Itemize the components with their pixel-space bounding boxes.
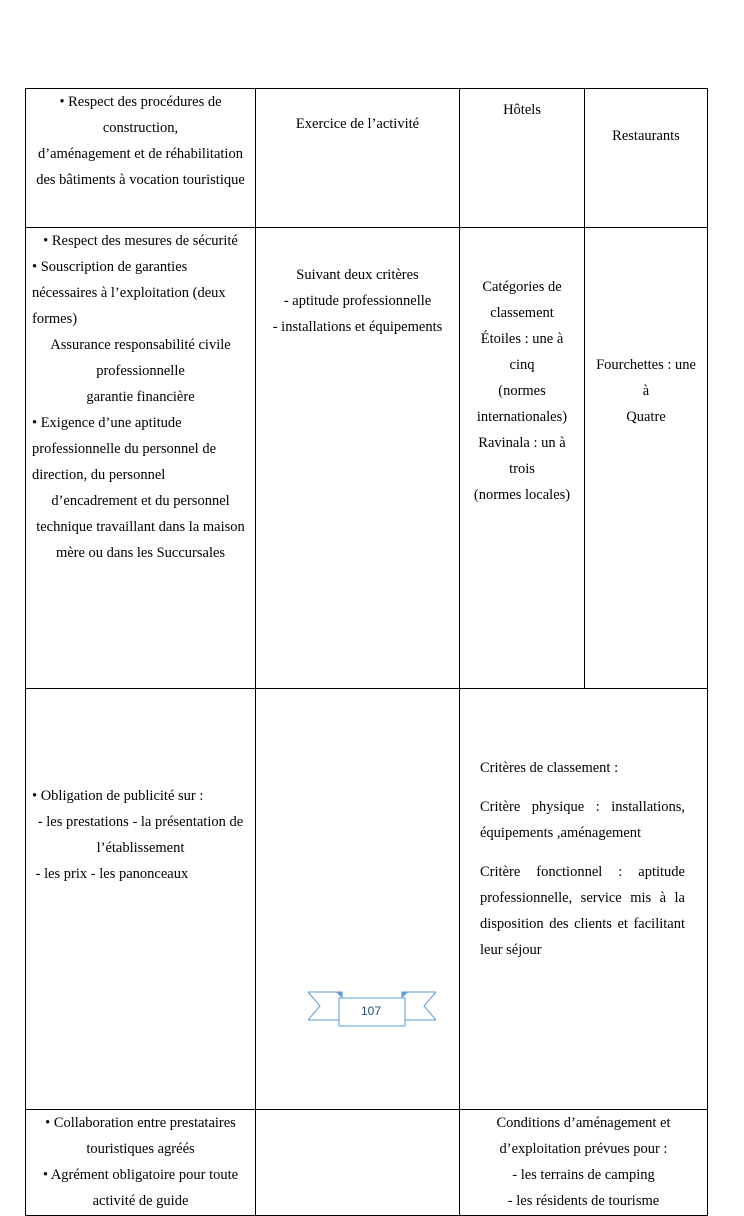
cell-collaboration bbox=[26, 1110, 256, 1216]
text-line: - les prestations - la présentation de bbox=[37, 814, 244, 830]
text-line: touristiques agréés bbox=[86, 1141, 195, 1157]
cell-publicity bbox=[26, 689, 256, 1110]
text-line: professionnelle bbox=[96, 363, 185, 379]
text-line: Étoiles : une à bbox=[480, 331, 564, 347]
text-line: d’exploitation prévues pour : bbox=[499, 1141, 668, 1157]
cell-restaurant-ranges bbox=[585, 228, 708, 689]
text-line: - les prix - les panonceaux bbox=[32, 866, 189, 882]
text-line: formes) bbox=[32, 311, 78, 327]
text-line: d’encadrement et du personnel bbox=[51, 493, 230, 509]
table-row-publicity bbox=[26, 689, 708, 1110]
text-line: • Respect des mesures de sécurité bbox=[43, 233, 238, 249]
cell-classement-criteria bbox=[460, 689, 708, 1110]
criteria-title: Critères de classement : bbox=[480, 760, 619, 776]
text-line: d’aménagement et de réhabilitation bbox=[38, 146, 243, 162]
text-line: nécessaires à l’exploitation (deux bbox=[32, 285, 226, 301]
cell-security bbox=[26, 228, 256, 689]
text-line: Catégories de bbox=[482, 279, 562, 295]
text-line: - les terrains de camping bbox=[512, 1167, 655, 1183]
text-line: Quatre bbox=[626, 409, 666, 425]
text-line: • Souscription de garanties bbox=[32, 259, 188, 275]
cell-construction bbox=[26, 89, 256, 228]
text-line: Exercice de l’activité bbox=[295, 116, 420, 132]
text-line: Suivant deux critères bbox=[296, 267, 419, 283]
table-row-security bbox=[26, 228, 708, 689]
text-line: Ravinala : un à bbox=[478, 435, 566, 451]
text-line: Hôtels bbox=[503, 102, 541, 118]
text-line: internationales) bbox=[476, 409, 568, 425]
text-line: Conditions d’aménagement et bbox=[496, 1115, 671, 1131]
cell-criteria bbox=[256, 228, 460, 689]
regulation-table bbox=[25, 88, 708, 1216]
text-line: garantie financière bbox=[86, 389, 195, 405]
text-line: technique travaillant dans la maison bbox=[36, 519, 245, 535]
text-line: Fourchettes : une bbox=[596, 357, 696, 373]
table-row-header bbox=[26, 89, 708, 228]
text-line: l’établissement bbox=[96, 840, 185, 856]
text-line: à bbox=[642, 383, 650, 399]
text-line: Assurance responsabilité civile bbox=[50, 337, 231, 353]
text-line: • Agrément obligatoire pour toute bbox=[42, 1167, 239, 1183]
text-line: • Collaboration entre prestataires bbox=[45, 1115, 236, 1131]
criteria-functional: Critère fonctionnel : aptitude professionnelle, service mis à la disposition des clients et facilitant leur séjour bbox=[480, 864, 685, 958]
cell-empty bbox=[256, 1110, 460, 1216]
page-number: 107 bbox=[360, 1004, 382, 1018]
cell-camping-conditions bbox=[460, 1110, 708, 1216]
text-line: - aptitude professionnelle bbox=[283, 293, 432, 309]
text-line: direction, du personnel bbox=[32, 467, 166, 483]
text-line: trois bbox=[509, 461, 535, 477]
cell-empty bbox=[256, 689, 460, 1110]
text-line: • Exigence d’une aptitude bbox=[32, 415, 182, 431]
text-line: Restaurants bbox=[612, 128, 680, 144]
text-line: • Obligation de publicité sur : bbox=[32, 788, 204, 804]
text-line: construction, bbox=[102, 120, 179, 136]
text-line: • Respect des procédures de bbox=[59, 94, 222, 110]
cell-restaurants-header bbox=[585, 89, 708, 228]
text-line: mère ou dans les Succursales bbox=[55, 545, 226, 561]
cell-hotel-categories bbox=[460, 228, 585, 689]
text-line: cinq bbox=[509, 357, 535, 373]
text-line: - installations et équipements bbox=[272, 319, 443, 335]
cell-exercice bbox=[256, 89, 460, 228]
cell-hotels-header bbox=[460, 89, 585, 228]
text-line: (normes bbox=[498, 383, 546, 399]
text-line: - les résidents de tourisme bbox=[507, 1193, 660, 1209]
criteria-physical: Critère physique : installations, équipements ,aménagement bbox=[480, 799, 685, 841]
text-line: professionnelle du personnel de bbox=[32, 441, 217, 457]
text-line: classement bbox=[490, 305, 554, 321]
text-line: des bâtiments à vocation touristique bbox=[36, 172, 245, 188]
text-line: (normes locales) bbox=[473, 487, 571, 503]
table-row-collaboration bbox=[26, 1110, 708, 1216]
text-line: activité de guide bbox=[92, 1193, 189, 1209]
